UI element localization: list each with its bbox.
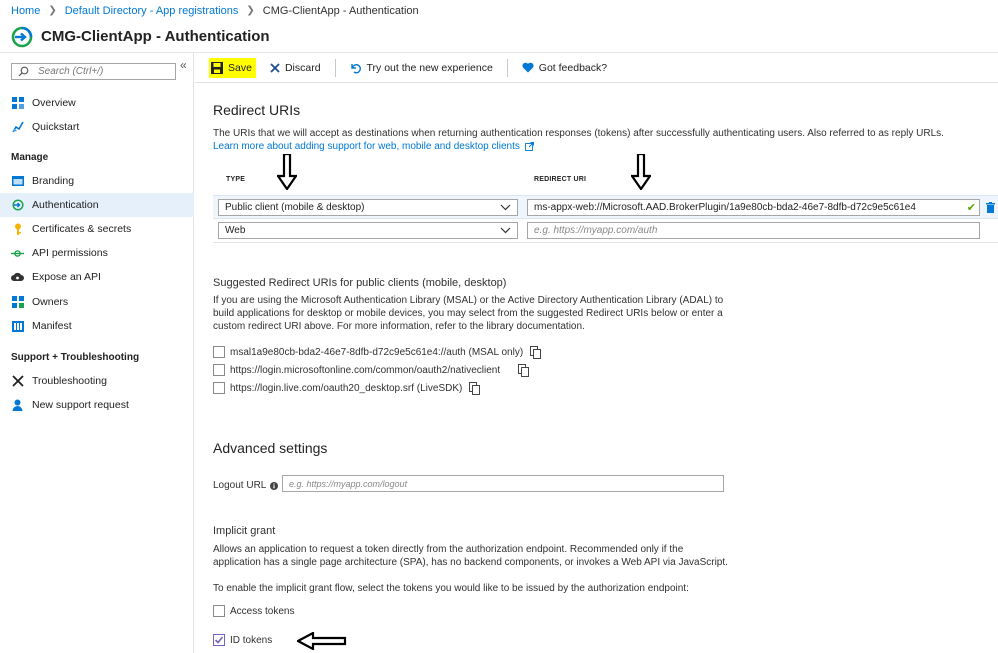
sidebar-item-label: New support request bbox=[32, 399, 129, 411]
redirect-uri-value: ms-appx-web://Microsoft.AAD.BrokerPlugin/1a9e80cb-bda2-46e7-8dfb-d72c9e5c61e4 bbox=[534, 202, 916, 213]
copy-icon[interactable] bbox=[518, 364, 529, 377]
implicit-desc-line: Allows an application to request a token directly from the authorization endpoint. Recommended only if the bbox=[213, 544, 684, 555]
try-new-experience-button[interactable] bbox=[350, 58, 493, 78]
wrench-icon bbox=[11, 375, 24, 388]
key-icon bbox=[11, 223, 24, 236]
suggested-uri-label: https://login.live.com/oauth20_desktop.srf (LiveSDK) bbox=[230, 383, 463, 394]
breadcrumb-app-registrations[interactable]: Default Directory - App registrations bbox=[64, 4, 239, 17]
sidebar-item-owners[interactable] bbox=[0, 290, 194, 314]
sidebar-item-label: Owners bbox=[32, 296, 69, 308]
breadcrumb-current: CMG-ClientApp - Authentication bbox=[262, 4, 419, 17]
suggested-uris-description bbox=[213, 294, 733, 333]
breadcrumb-home[interactable]: Home bbox=[11, 4, 41, 17]
close-icon bbox=[270, 63, 280, 73]
command-bar bbox=[195, 53, 998, 83]
column-header-redirect-uri: REDIRECT URI bbox=[534, 176, 587, 183]
redirect-type-value: Public client (mobile & desktop) bbox=[225, 202, 365, 213]
sidebar-item-overview[interactable] bbox=[0, 91, 194, 115]
implicit-grant-heading: Implicit grant bbox=[213, 525, 276, 537]
sidebar-item-label: Branding bbox=[32, 175, 75, 187]
logout-url-label: Logout URL bbox=[213, 480, 267, 491]
suggested-uri-checkbox[interactable] bbox=[213, 346, 225, 358]
branding-icon bbox=[11, 175, 24, 188]
redirect-type-value: Web bbox=[225, 225, 246, 236]
api-permissions-icon bbox=[11, 247, 24, 260]
collapse-sidebar-icon[interactable]: « bbox=[180, 58, 187, 72]
sidebar-item-certificates[interactable] bbox=[0, 217, 194, 241]
access-tokens-checkbox[interactable] bbox=[213, 605, 225, 617]
sidebar-item-label: Overview bbox=[32, 97, 76, 109]
authentication-icon bbox=[11, 199, 24, 212]
copy-icon[interactable] bbox=[530, 346, 541, 359]
implicit-desc-line: application has a single page architecture (SPA), has no backend components, or invokes a Web API via JavaScript. bbox=[213, 557, 728, 568]
implicit-grant-description bbox=[213, 543, 773, 569]
id-tokens-label: ID tokens bbox=[230, 635, 273, 646]
suggested-uri-label: https://login.microsoftonline.com/common/oauth2/nativeclient bbox=[230, 365, 501, 376]
redirect-uris-heading: Redirect URIs bbox=[213, 102, 301, 118]
chevron-down-icon bbox=[500, 201, 511, 216]
sidebar bbox=[0, 53, 194, 653]
column-header-type: TYPE bbox=[226, 176, 246, 183]
sidebar-item-label: Expose an API bbox=[32, 271, 101, 283]
sidebar-item-authentication[interactable] bbox=[0, 193, 194, 217]
page-header bbox=[0, 21, 998, 53]
learn-more-link[interactable]: Learn more about adding support for web, mobile and desktop clients bbox=[213, 141, 520, 152]
down-arrow-annotation-icon bbox=[277, 154, 297, 190]
sidebar-item-manifest[interactable] bbox=[0, 314, 194, 338]
manifest-icon bbox=[11, 320, 24, 333]
suggested-desc-line: custom redirect URI above. For more information, refer to the library documentation. bbox=[213, 321, 585, 332]
refresh-arrow-icon bbox=[350, 62, 362, 74]
checkmark-icon bbox=[214, 635, 224, 645]
sidebar-item-label: Certificates & secrets bbox=[32, 223, 132, 235]
sidebar-item-api-permissions[interactable] bbox=[0, 241, 194, 265]
save-label: Save bbox=[228, 61, 252, 74]
redirect-uri-input[interactable] bbox=[527, 222, 980, 239]
advanced-settings-heading: Advanced settings bbox=[213, 440, 328, 456]
sidebar-item-quickstart[interactable] bbox=[0, 115, 194, 139]
support-person-icon bbox=[11, 399, 24, 412]
redirect-row bbox=[213, 219, 998, 243]
search-icon bbox=[18, 66, 30, 77]
discard-label: Discard bbox=[284, 61, 321, 74]
logout-url-label-row bbox=[213, 479, 278, 492]
save-icon bbox=[211, 62, 223, 74]
sidebar-item-label: Troubleshooting bbox=[32, 375, 107, 387]
authentication-app-icon bbox=[11, 26, 33, 48]
suggested-uris-heading: Suggested Redirect URIs for public clients (mobile, desktop) bbox=[213, 277, 507, 289]
save-button[interactable] bbox=[209, 58, 256, 78]
chevron-right-icon: ❯ bbox=[48, 5, 57, 16]
redirect-uris-description: The URIs that we will accept as destinations when returning authentication responses (tokens) after successfully authenticating users. Also referred to as reply URLs. bbox=[213, 128, 944, 139]
search-placeholder: Search (Ctrl+/) bbox=[38, 66, 104, 77]
logout-url-input[interactable] bbox=[282, 475, 724, 492]
redirect-uri-input[interactable] bbox=[527, 199, 980, 216]
discard-button[interactable] bbox=[270, 58, 321, 78]
external-link-icon bbox=[525, 142, 534, 151]
overview-icon bbox=[11, 97, 24, 110]
toolbar-divider bbox=[335, 59, 336, 77]
chevron-down-icon bbox=[500, 224, 511, 239]
suggested-uri-checkbox[interactable] bbox=[213, 364, 225, 376]
suggested-desc-line: If you are using the Microsoft Authentication Library (MSAL) or the Active Directory Authentication Library (ADAL) to bbox=[213, 295, 724, 306]
implicit-grant-instructions: To enable the implicit grant flow, select the tokens you would like to be issued by the authorization endpoint: bbox=[213, 583, 689, 594]
heart-icon bbox=[522, 62, 534, 73]
redirect-type-select[interactable] bbox=[218, 222, 518, 239]
cloud-icon bbox=[11, 271, 24, 284]
learn-more-link-row bbox=[213, 140, 534, 153]
sidebar-item-label: Quickstart bbox=[32, 121, 80, 133]
id-tokens-checkbox[interactable] bbox=[213, 634, 225, 646]
sidebar-item-expose-api[interactable] bbox=[0, 265, 194, 289]
left-arrow-annotation-icon bbox=[297, 632, 347, 650]
quickstart-icon bbox=[11, 121, 24, 134]
owners-icon bbox=[11, 296, 24, 309]
chevron-right-icon: ❯ bbox=[246, 5, 255, 16]
try-new-label: Try out the new experience bbox=[366, 61, 493, 74]
logout-url-placeholder: e.g. https://myapp.com/logout bbox=[289, 478, 408, 489]
sidebar-item-troubleshooting[interactable] bbox=[0, 369, 194, 393]
suggested-uri-label: msal1a9e80cb-bda2-46e7-8dfb-d72c9e5c61e4://auth (MSAL only) bbox=[230, 347, 524, 358]
breadcrumb bbox=[0, 0, 998, 21]
search-input[interactable] bbox=[11, 63, 176, 80]
feedback-label: Got feedback? bbox=[538, 61, 608, 74]
redirect-type-select[interactable] bbox=[218, 199, 518, 216]
copy-icon[interactable] bbox=[469, 382, 480, 395]
info-icon[interactable] bbox=[270, 482, 278, 490]
access-tokens-label: Access tokens bbox=[230, 606, 295, 617]
redirect-uri-placeholder: e.g. https://myapp.com/auth bbox=[534, 225, 658, 236]
manage-heading: Manage bbox=[11, 152, 49, 163]
sidebar-item-label: Authentication bbox=[32, 199, 99, 211]
delete-icon[interactable] bbox=[986, 202, 995, 213]
page-title: CMG-ClientApp - Authentication bbox=[41, 28, 270, 45]
feedback-button[interactable] bbox=[522, 58, 607, 78]
sidebar-item-label: API permissions bbox=[32, 247, 108, 259]
sidebar-item-branding[interactable] bbox=[0, 169, 194, 193]
redirect-row bbox=[213, 195, 998, 219]
down-arrow-annotation-icon bbox=[631, 154, 651, 190]
suggested-desc-line: build applications for desktop or mobile devices, you may select from the suggested Redirect URIs below or enter a bbox=[213, 308, 723, 319]
suggested-uri-checkbox[interactable] bbox=[213, 382, 225, 394]
toolbar-divider bbox=[507, 59, 508, 77]
sidebar-item-label: Manifest bbox=[32, 320, 72, 332]
checkmark-icon: ✔ bbox=[966, 202, 976, 214]
sidebar-item-new-support-request[interactable] bbox=[0, 393, 194, 417]
support-heading: Support + Troubleshooting bbox=[11, 352, 140, 363]
